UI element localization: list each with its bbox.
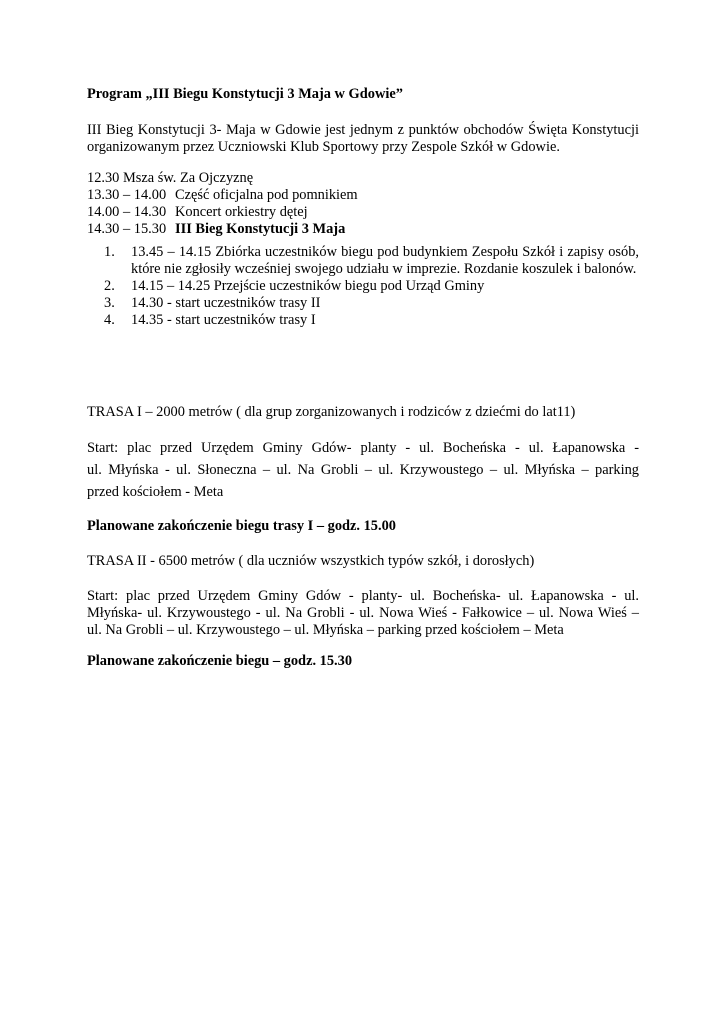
schedule-event: III Bieg Konstytucji 3 Maja <box>175 221 346 237</box>
schedule <box>87 170 639 238</box>
route-1-line-3: przed kościołem - Meta <box>87 484 224 500</box>
route-1-line-1: Start: plac przed Urzędem Gminy Gdów- planty - ul. Bocheńska - ul. Łapanowska - <box>87 440 639 456</box>
route-2-end-time: Planowane zakończenie biegu – godz. 15.30 <box>87 653 353 669</box>
list-text: 14.15 – 14.25 Przejście uczestników biegu pod Urząd Gminy <box>131 278 485 294</box>
list-number: 4. <box>104 312 115 328</box>
list-item <box>87 312 639 329</box>
schedule-time: 13.30 – 14.00 <box>87 187 167 203</box>
list-number: 1. <box>104 244 115 260</box>
route-1-heading: TRASA I – 2000 metrów ( dla grup zorganizowanych i rodziców z dziećmi do lat11) <box>87 404 576 420</box>
route-2-heading: TRASA II - 6500 metrów ( dla uczniów wszystkich typów szkół, i dorosłych) <box>87 553 535 569</box>
route-2-line-3: ul. Na Grobli – ul. Krzywoustego – ul. Młyńska – parking przed kościołem – Meta <box>87 622 564 638</box>
route-1-end-time: Planowane zakończenie biegu trasy I – godz. 15.00 <box>87 518 396 534</box>
list-text: 14.35 - start uczestników trasy I <box>131 312 316 328</box>
schedule-item <box>87 221 639 238</box>
route-2-line-2: Młyńska- ul. Krzywoustego - ul. Na Grobli - ul. Nowa Wieś - Fałkowice – ul. Nowa Wieś – <box>87 605 639 621</box>
route-1-description <box>87 437 639 503</box>
schedule-time: 14.00 – 14.30 <box>87 204 167 220</box>
schedule-item <box>87 204 639 221</box>
schedule-event: Koncert orkiestry dętej <box>175 204 308 220</box>
schedule-item <box>87 170 639 187</box>
route-2-description <box>87 588 639 639</box>
schedule-time: 12.30 Msza św. Za Ojczyznę <box>87 170 254 186</box>
list-number: 3. <box>104 295 115 311</box>
list-text: 13.45 – 14.15 Zbiórka uczestników biegu pod budynkiem Zespołu Szkół i zapisy osób, które nie zgłosiły wcześniej swojego udziału w imprezie. Rozdanie koszulek i balonów. <box>131 244 639 277</box>
intro-line-2: organizowanym przez Uczniowski Klub Sportowy przy Zespole Szkół w Gdowie. <box>87 139 560 155</box>
steps-list <box>87 244 639 329</box>
intro-paragraph <box>87 122 639 156</box>
list-item <box>87 278 639 295</box>
route-1-line-2: ul. Młyńska - ul. Słoneczna – ul. Na Grobli – ul. Krzywoustego – ul. Młyńska – parking <box>87 462 639 478</box>
list-number: 2. <box>104 278 115 294</box>
list-text: 14.30 - start uczestników trasy II <box>131 295 321 311</box>
document-title: Program „III Biegu Konstytucji 3 Maja w Gdowie” <box>87 86 403 102</box>
intro-line-1: III Bieg Konstytucji 3- Maja w Gdowie jest jednym z punktów obchodów Święta Konstytucji <box>87 122 639 138</box>
list-item <box>87 295 639 312</box>
route-2-line-1: Start: plac przed Urzędem Gminy Gdów - planty- ul. Bocheńska- ul. Łapanowska - ul. <box>87 588 639 604</box>
schedule-time: 14.30 – 15.30 <box>87 221 167 237</box>
schedule-item <box>87 187 639 204</box>
schedule-event: Część oficjalna pod pomnikiem <box>175 187 358 203</box>
list-item <box>87 244 639 278</box>
